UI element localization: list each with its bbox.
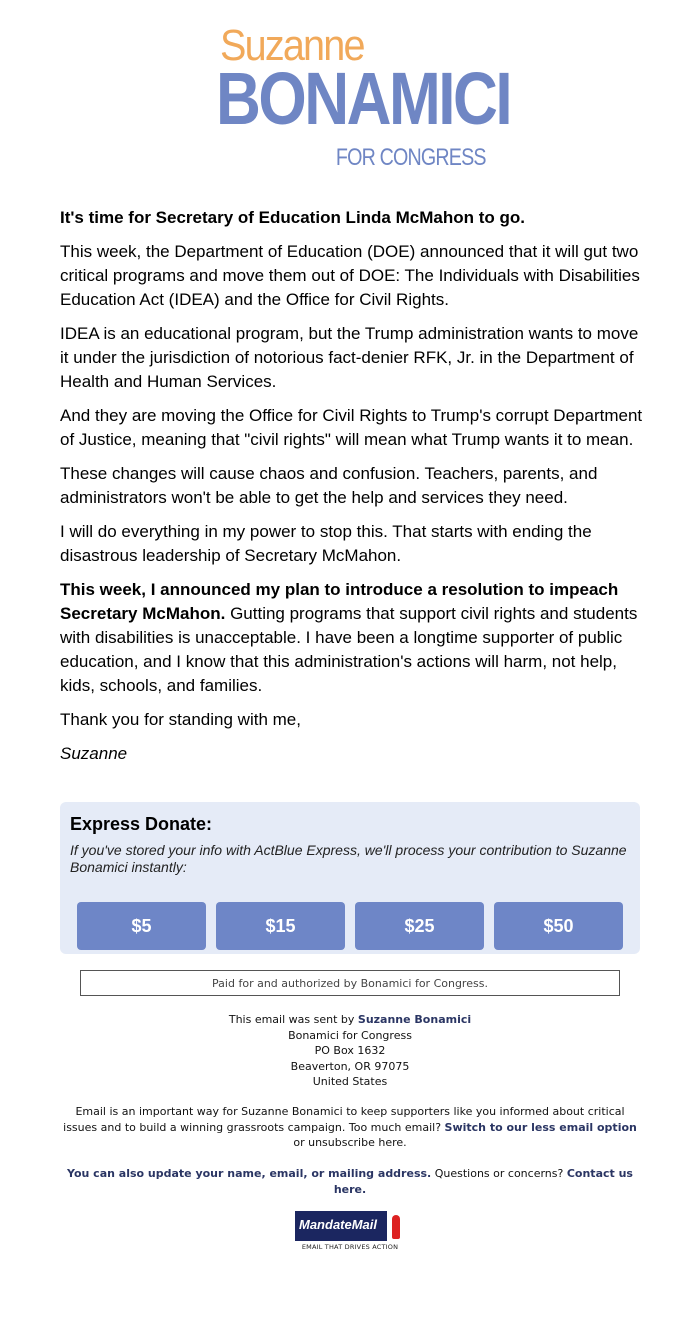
thanks-line: Thank you for standing with me, [60,710,301,729]
update-contact [60,1166,640,1197]
paragraph-3: And they are moving the Office for Civil Rights to Trump's corrupt Department of Justice, meaning that "civil rights" will mean what Trump wants it to mean. [60,406,643,449]
less-email-link[interactable]: Switch to our less email option [444,1120,637,1134]
sender-address [60,1012,640,1090]
express-donate-panel [60,802,640,954]
logo-last-name: BONAMICI [216,57,511,140]
update-info-link[interactable]: You can also update your name, email, or mailing address. [67,1167,432,1180]
sender-country: United States [312,1075,388,1088]
contact-us-link[interactable]: Contact us here. [333,1167,633,1196]
logo-first-name: Suzanne [220,21,364,70]
questions-text: Questions or concerns? [431,1167,567,1180]
letter-heading: It's time for Secretary of Education Linda McMahon to go. [60,208,525,227]
paragraph-6-bold: This week, I announced my plan to introduce a resolution to impeach Secretary McMahon. [60,580,619,623]
sent-by-line [60,1012,640,1028]
sender-org: Bonamici for Congress [288,1028,412,1042]
express-donate-description: If you've stored your info with ActBlue Express, we'll process your contribution to Suzanne Bonamici instantly: [70,842,627,875]
paragraph-4: These changes will cause chaos and confusion. Teachers, parents, and administrators won't be able to get the help and services they need. [60,464,598,507]
donate-15-button[interactable]: $15 [216,902,345,950]
logo-subtitle: FOR CONGRESS [336,144,486,171]
paragraph-2: IDEA is an educational program, but the Trump administration wants to move it under the jurisdiction of notorious fact-denier RFK, Jr. in the Department of Health and Human Services. [60,324,639,391]
sender-city: Beaverton, OR 97075 [290,1059,410,1073]
sent-by-prefix: This email was sent by [228,1013,358,1026]
letter-body [60,206,650,776]
paragraph-1: This week, the Department of Education (DOE) announced that it will gut two critical programs and move them out of DOE: The Individuals with Disabilities Education Act (IDEA) and the Office for Civil Rights. [60,242,640,309]
donate-amounts [77,902,623,950]
paid-for-disclaimer: Paid for and authorized by Bonamici for Congress. [80,970,620,996]
email-preferences [60,1104,640,1151]
donate-25-button[interactable]: $25 [355,902,484,950]
campaign-logo [216,21,511,171]
paragraph-6 [60,578,650,698]
signoff: Suzanne [60,744,128,763]
donate-5-button[interactable]: $5 [77,902,206,950]
paragraph-5: I will do everything in my power to stop this. That starts with ending the disastrous leadership of Secretary McMahon. [60,522,592,565]
sender-po-box: PO Box 1632 [314,1044,386,1057]
email-info-text: Email is an important way for Suzanne Bonamici to keep supporters like you informed about critical issues and to build a winning grassroots campaign. Too much email? [63,1105,625,1134]
badge-tagline: EMAIL THAT DRIVES ACTION [301,1243,399,1251]
badge-name: MandateMail [299,1217,378,1232]
flag-icon [387,1211,405,1241]
paragraph-6-rest: Gutting programs that support civil rights and students with disabilities is unacceptable. I have been a longtime supporter of public education, and I know that this administration's actions will harm, not help, kids, schools, and families. [60,604,638,695]
express-donate-title: Express Donate: [70,814,213,834]
unsubscribe-link[interactable]: or unsubscribe here. [293,1136,407,1149]
donate-50-button[interactable]: $50 [494,902,623,950]
sender-name-link[interactable]: Suzanne Bonamici [357,1013,472,1026]
mandatemail-badge[interactable] [295,1211,405,1253]
